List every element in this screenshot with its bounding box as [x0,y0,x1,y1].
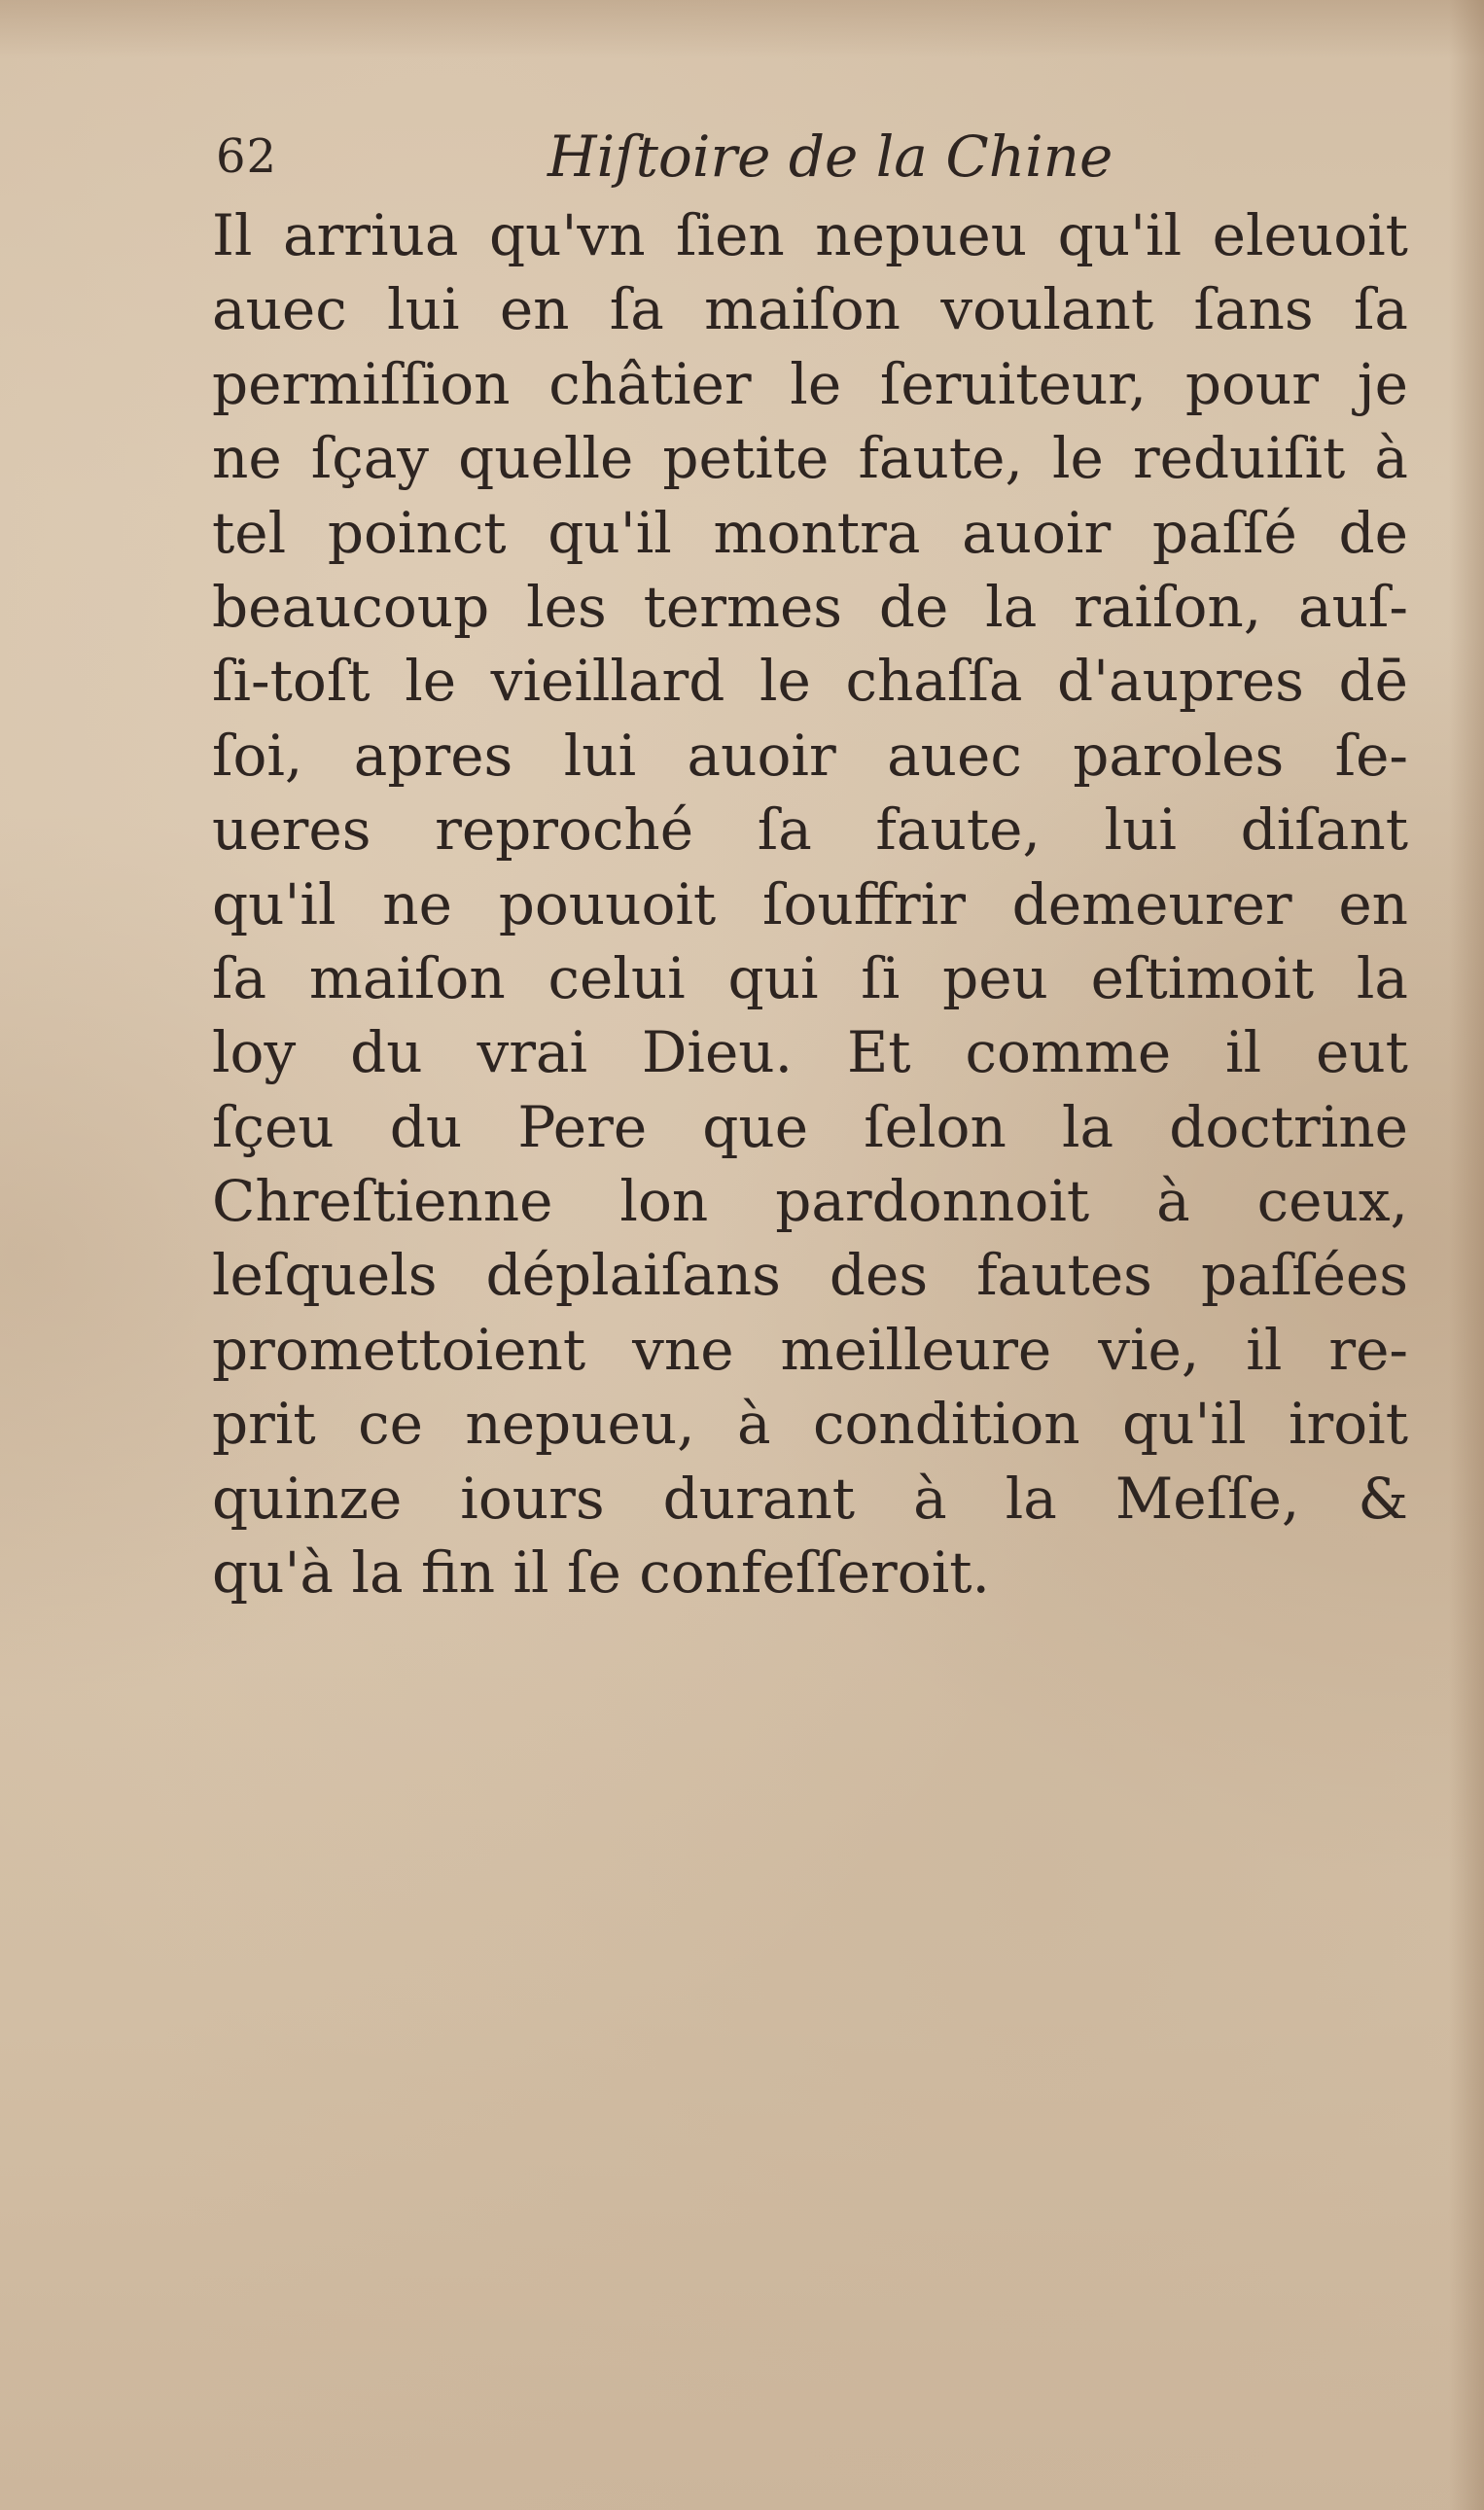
text-line: prit ce nepueu, à condition qu'il iroit [212,1391,1408,1458]
page-right-shadow [1449,0,1484,2510]
text-line: ſa maiſon celui qui ſi peu eſtimoit la [212,944,1408,1011]
text-line: ne ſçay quelle petite faute, le reduiſit à [212,425,1408,492]
text-line: ſçeu du Pere que ſelon la doctrine [212,1093,1408,1160]
text-line: ſoi, apres lui auoir auec paroles ſe- [212,722,1408,789]
page-top-shadow [0,0,1484,58]
running-head [212,115,1408,198]
running-title: Hiſtoire de la Chine [548,124,1113,190]
text-line: qu'il ne pouuoit ſouffrir demeurer en [212,870,1408,937]
text-line: loy du vrai Dieu. Et comme il eut [212,1019,1408,1086]
text-line: beaucoup les termes de la raiſon, auſ- [212,573,1408,640]
text-line: ſi-toſt le vieillard le chaſſa d'aupres dē [212,648,1408,715]
body-paragraph [212,198,1408,1609]
text-line: Il arriua qu'vn ſien nepueu qu'il eleuoit [212,202,1408,268]
text-line: tel poinct qu'il montra auoir paſſé de [212,499,1408,566]
text-line: quinze iours durant à la Meſſe, & [212,1465,1408,1532]
text-line: permiſſion châtier le ſeruiteur, pour je [212,350,1408,417]
text-block [212,115,1408,1609]
text-line: auec lui en ſa maiſon voulant ſans ſa [212,276,1408,343]
page-number: 62 [216,129,278,184]
text-line: leſquels déplaiſans des fautes paſſées [212,1242,1408,1309]
text-line: promettoient vne meilleure vie, il re- [212,1316,1408,1383]
text-line: Chreſtienne lon pardonnoit à ceux, [212,1168,1408,1235]
text-line: qu'à la fin il ſe confeſſeroit. [212,1539,990,1607]
text-line: ueres reproché ſa faute, lui diſant [212,796,1408,864]
